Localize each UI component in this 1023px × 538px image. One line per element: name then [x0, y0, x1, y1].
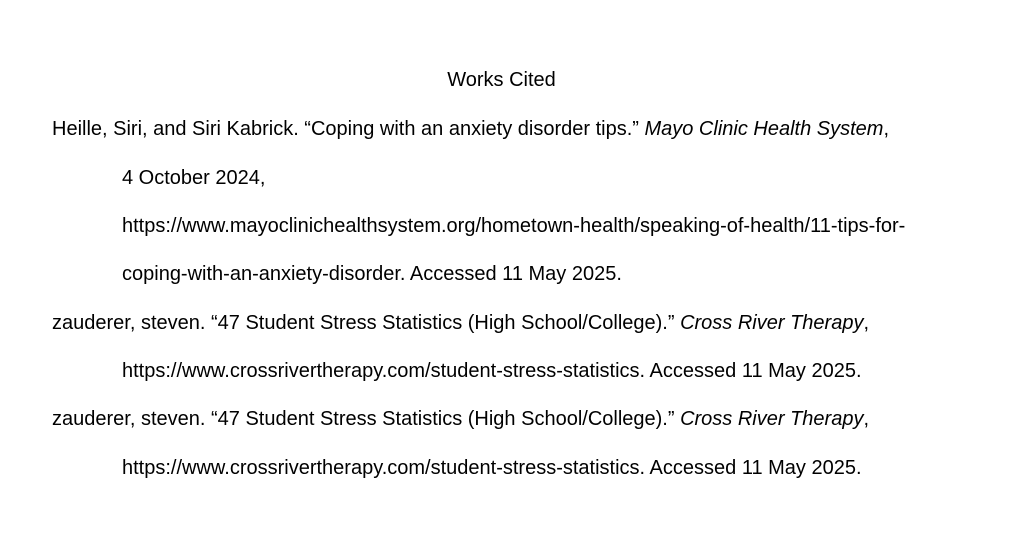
- citation-3-source: Cross River Therapy: [680, 408, 864, 430]
- citation-1-line-4: coping-with-an-anxiety-disorder. Accessed 11 May 2025.: [122, 263, 622, 285]
- citation-1-source: Mayo Clinic Health System: [644, 118, 884, 140]
- page-title: Works Cited: [447, 69, 556, 91]
- citation-1-punct: ,: [883, 118, 889, 140]
- citation-3-punct: ,: [863, 408, 870, 430]
- citation-2-line-2: https://www.crossrivertherapy.com/student-stress-statistics. Accessed 11 May 2025.: [122, 360, 862, 382]
- citation-1-line-1: [52, 115, 889, 143]
- citation-2-line-1: [52, 309, 869, 337]
- citation-2-text: zauderer, steven. “47 Student Stress Statistics (High School/College).”: [52, 312, 681, 334]
- citation-3-line-1: [52, 405, 869, 433]
- citation-1-line-2: 4 October 2024,: [122, 167, 266, 189]
- citation-1-line-3: https://www.mayoclinichealthsystem.org/hometown-health/speaking-of-health/11-tips-for-: [122, 215, 906, 237]
- citation-3-line-2: https://www.crossrivertherapy.com/student-stress-statistics. Accessed 11 May 2025.: [122, 457, 862, 479]
- citation-2-punct: ,: [863, 312, 870, 334]
- citation-2-source: Cross River Therapy: [680, 312, 864, 334]
- citation-3-text: zauderer, steven. “47 Student Stress Statistics (High School/College).”: [52, 408, 681, 430]
- citation-1-text: Heille, Siri, and Siri Kabrick. “Coping with an anxiety disorder tips.”: [52, 118, 645, 140]
